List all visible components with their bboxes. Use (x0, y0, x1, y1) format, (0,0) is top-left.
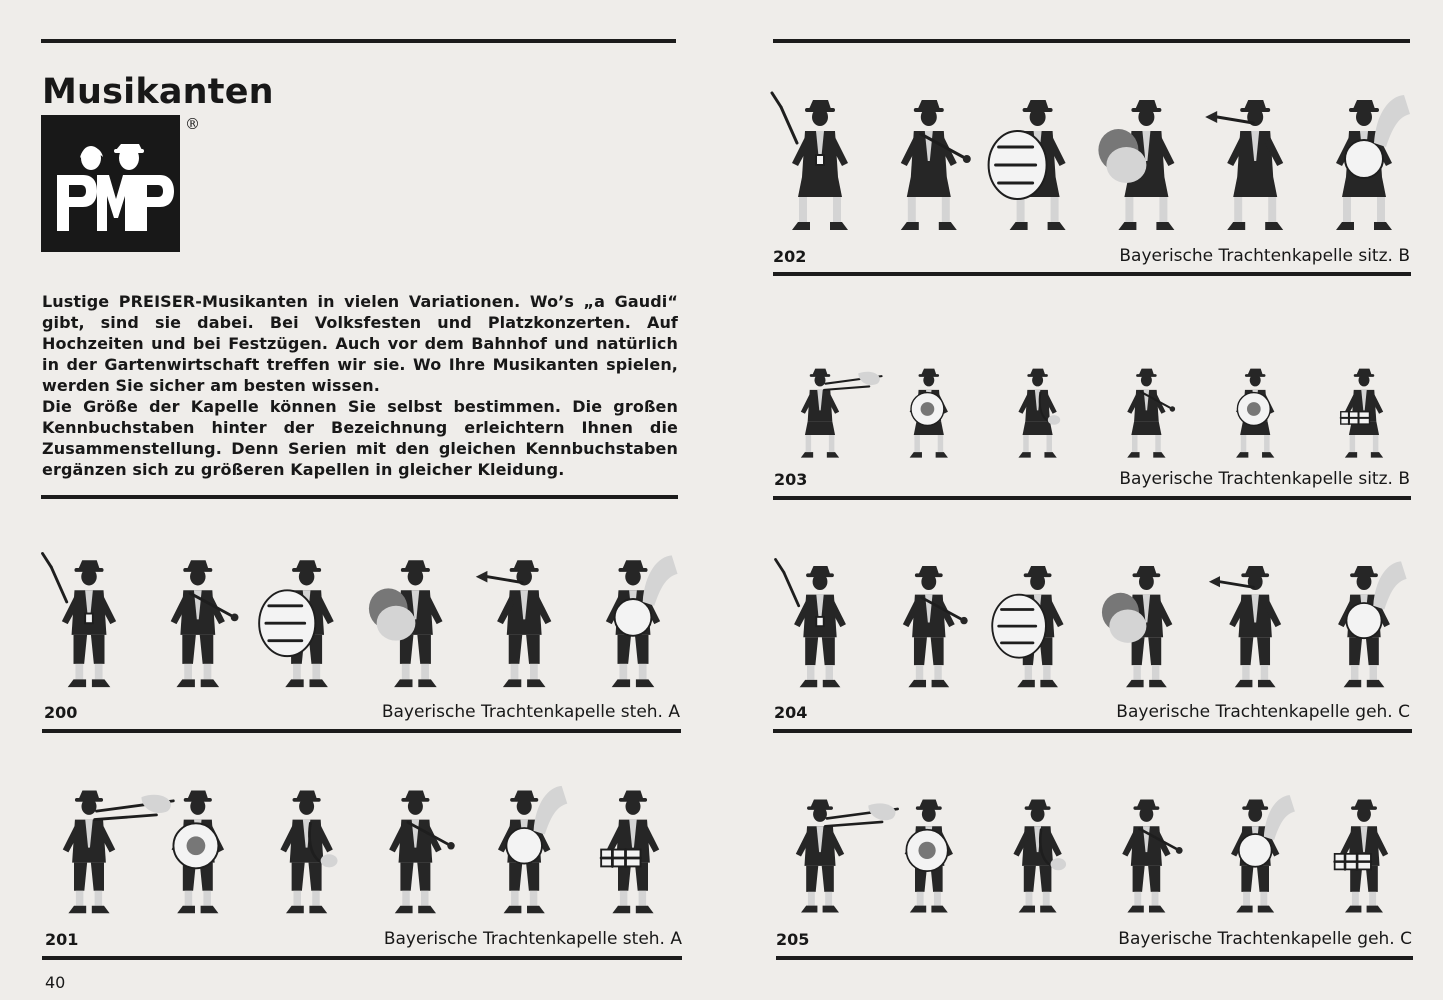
figure-conductor-1 (776, 559, 846, 687)
preiser-logo (41, 115, 180, 252)
figure-tuba-6 (1336, 95, 1410, 230)
product-number-202: 202 (773, 247, 807, 266)
product-caption-202: Bayerische Trachtenkapelle sitz. B (1119, 246, 1410, 266)
figure-horn-2 (905, 799, 953, 912)
figure-tuba-6 (1338, 561, 1407, 687)
left-top-rule (41, 39, 676, 43)
figure-bass-drum-3 (259, 560, 334, 687)
figure-snare-drum-6 (1335, 799, 1389, 912)
figure-conductor-1 (772, 93, 848, 230)
preiser-logo-icon (41, 115, 180, 252)
figure-clarinet-4 (389, 791, 455, 914)
figure-trombone-1 (796, 799, 898, 912)
figure-clarinet-4 (1122, 799, 1182, 912)
figure-clarinet-2 (903, 566, 968, 687)
product-caption-204: Bayerische Trachtenkapelle geh. C (1116, 702, 1410, 722)
figure-cymbals-4 (369, 560, 443, 687)
figure-horn-2 (172, 791, 224, 914)
figures-200 (41, 512, 681, 696)
product-number-203: 203 (774, 470, 808, 489)
figures-202 (772, 50, 1412, 240)
intro-paragraph-2: Die Größe der Kapelle können Sie selbst bestimmen. Die großen Kennbuchstaben hinter der Bezeichnung erleichtern Ihnen die Zusammenstellung. Denn Serien mit den gleichen Kennbuchstaben ergänzen sich zu größeren Kapellen in gleicher Kleidung. (42, 397, 678, 479)
registered-mark: ® (185, 115, 200, 133)
figure-bass-drum-3 (989, 100, 1066, 230)
figure-trombone-1 (63, 791, 174, 914)
figure-snare-drum-6 (1341, 369, 1383, 458)
product-caption-200: Bayerische Trachtenkapelle steh. A (381, 702, 680, 722)
product-number-204: 204 (774, 703, 808, 722)
figure-clarinet-2 (171, 560, 239, 687)
figure-trombone-1 (801, 369, 882, 458)
figure-trumpet-5 (1209, 566, 1281, 687)
page-title: Musikanten (42, 72, 274, 113)
product-number-205: 205 (776, 930, 810, 949)
figure-horn-2 (910, 369, 948, 458)
figure-clarinet-2 (901, 100, 971, 230)
product-number-200: 200 (44, 703, 78, 722)
rule-205 (776, 956, 1413, 960)
rule-201 (42, 956, 682, 960)
figure-tuba-6 (606, 555, 678, 687)
intro-text (42, 291, 678, 480)
figure-cymbals-4 (1102, 566, 1172, 687)
product-number-201: 201 (45, 930, 79, 949)
figures-205 (772, 757, 1412, 921)
intro-paragraph-1: Lustige PREISER-Musikanten in vielen Variationen. Wo’s „a Gaudi“ gibt, sind sie dabei. Bei Volksfesten und Platzkonzerten. Auf Hochzeiten und bei Festzügen. Auch vor dem Bahnhof und natürlich in der Gartenwirtschaft treffen wir sie. Wo Ihre Musikanten spielen, werden Sie sicher am besten wissen. (42, 292, 678, 395)
figures-203 (772, 336, 1412, 466)
right-top-rule (773, 39, 1410, 43)
figure-saxophone-3 (1018, 369, 1060, 458)
page-number: 40 (45, 973, 66, 992)
product-caption-201: Bayerische Trachtenkapelle steh. A (383, 929, 682, 949)
figures-201 (41, 744, 681, 922)
figure-tuba-5 (498, 786, 567, 913)
figure-cymbals-4 (1098, 100, 1174, 230)
rule-204 (773, 729, 1412, 733)
figure-saxophone-3 (280, 791, 337, 914)
figure-trumpet-5 (1205, 100, 1283, 230)
figure-tuba-5 (1231, 795, 1295, 912)
figure-conductor-1 (43, 553, 117, 687)
figure-snare-drum-6 (601, 791, 659, 914)
product-caption-203: Bayerische Trachtenkapelle sitz. B (1119, 469, 1410, 489)
rule-202 (773, 272, 1411, 276)
figures-204 (772, 520, 1412, 696)
figure-clarinet-4 (1127, 369, 1175, 458)
rule-203 (773, 496, 1411, 500)
rule-200 (42, 729, 681, 733)
figure-horn-5 (1236, 369, 1274, 458)
figure-bass-drum-3 (992, 566, 1063, 687)
figure-saxophone-3 (1013, 799, 1066, 912)
product-caption-205: Bayerische Trachtenkapelle geh. C (1118, 929, 1412, 949)
figure-trumpet-5 (476, 560, 552, 687)
intro-bottom-rule (41, 495, 678, 499)
